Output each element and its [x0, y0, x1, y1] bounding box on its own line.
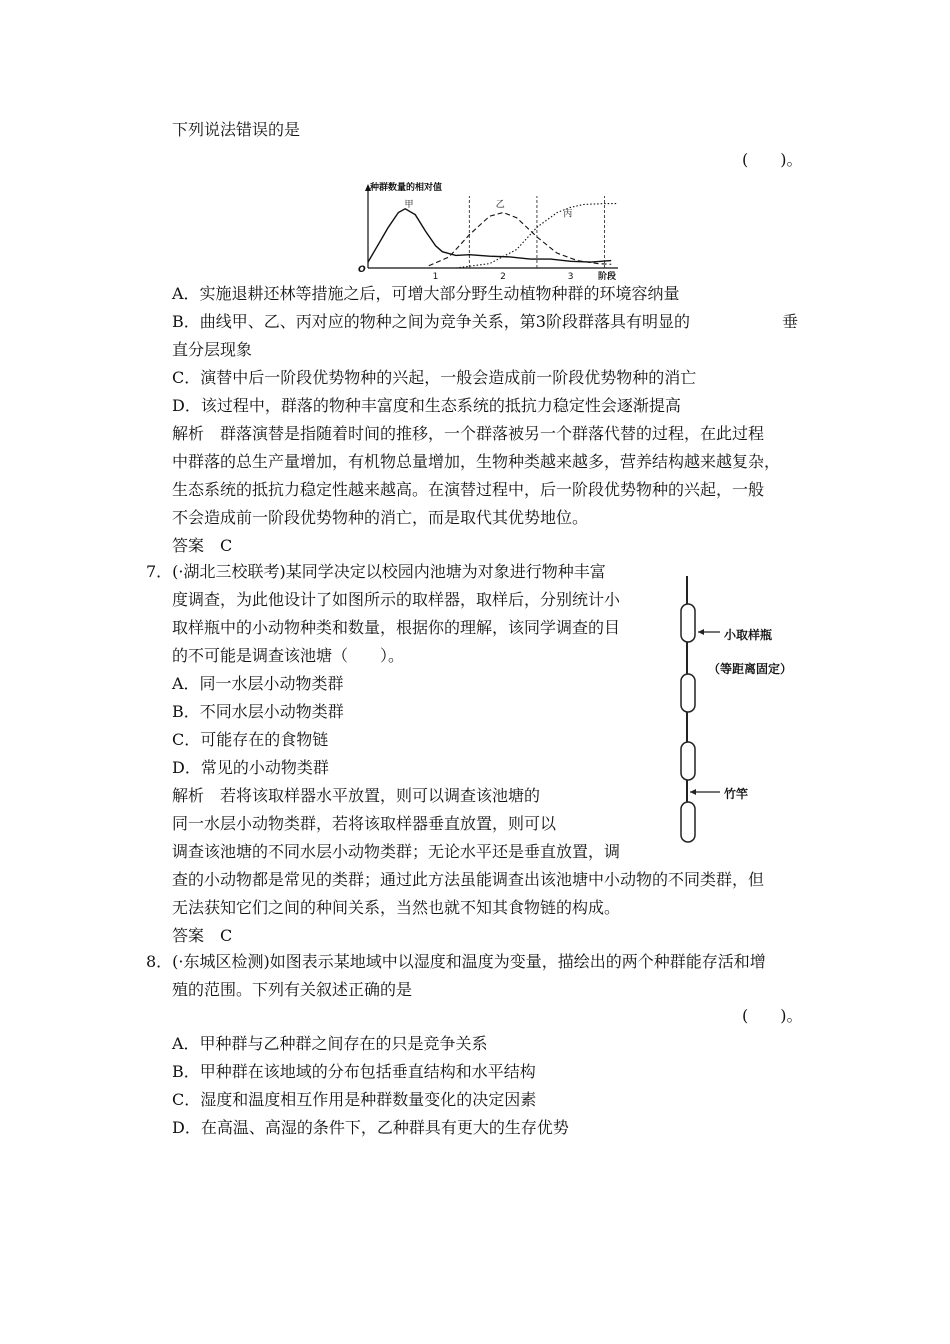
q6-stem-tail: 下列说法错误的是 — [172, 120, 301, 139]
q7-stem-line-3: 取样瓶中的小动物种类和数量，根据你的理解，该同学调查的目 — [172, 618, 621, 637]
q7-stem-line-2: 度调查，为此他设计了如图所示的取样器，取样后，分别统计小 — [172, 590, 621, 609]
q7-option-d: D．常见的小动物类群 — [172, 758, 329, 777]
q6-option-b-tail: 垂 — [782, 312, 799, 331]
series-label: 丙 — [563, 209, 573, 220]
q6-option-a: A．实施退耕还林等措施之后，可增大部分野生动植物种群的环境容纳量 — [172, 284, 680, 303]
succession-chart — [356, 180, 626, 280]
series-label: 甲 — [404, 199, 414, 210]
q6-analysis-line-4: 不会造成前一阶段优势物种的消亡，而是取代其优势地位。 — [172, 508, 589, 527]
pole-label: 竹竿 — [724, 787, 749, 801]
q8-stem-line-2: 殖的范围。下列有关叙述正确的是 — [172, 980, 413, 999]
q6-option-b-cont: 直分层现象 — [172, 340, 253, 359]
spacing-label: （等距离固定） — [708, 662, 793, 676]
x-tick-label: 1 — [432, 272, 439, 282]
q8-option-b: B．甲种群在该地域的分布包括垂直结构和水平结构 — [172, 1062, 536, 1081]
sampling-bottle — [681, 802, 695, 842]
q6-option-c: C．演替中后一阶段优势物种的兴起，一般会造成前一阶段优势物种的消亡 — [172, 368, 697, 387]
q8-option-c: C．湿度和温度相互作用是种群数量变化的决定因素 — [172, 1090, 537, 1109]
q7-analysis-line-3: 调查该池塘的不同水层小动物类群；无论水平还是垂直放置，调 — [172, 842, 621, 861]
q8-option-a: A．甲种群与乙种群之间存在的只是竞争关系 — [172, 1034, 488, 1053]
q7-analysis-line-4: 查的小动物都是常见的类群；通过此方法虽能调查出该池塘中小动物的不同类群，但 — [172, 870, 765, 889]
series-label: 乙 — [495, 199, 505, 210]
series-curve-甲 — [368, 209, 611, 262]
q7-option-a: A．同一水层小动物类群 — [172, 674, 344, 693]
q7-stem-line-4: 的不可能是调查该池塘（ ）。 — [172, 646, 405, 665]
q8-stem-line-1: 8．(·东城区检测)如图表示某地域中以湿度和温度为变量，描绘出的两个种群能存活和增 — [146, 952, 766, 971]
q8-option-d: D．在高温、高湿的条件下，乙种群具有更大的生存优势 — [172, 1118, 569, 1137]
x-axis-label: 阶段 — [598, 272, 617, 282]
q7-answer: 答案 C — [172, 926, 233, 945]
q6-analysis-line-1: 解析 群落演替是指随着时间的推移，一个群落被另一个群落代替的过程，在此过程 — [172, 424, 765, 443]
q6-answer: 答案 C — [172, 536, 233, 555]
q7-option-c: C．可能存在的食物链 — [172, 730, 329, 749]
y-axis-label: 种群数量的相对值 — [370, 183, 443, 193]
q6-answer-paren: ( )。 — [742, 150, 803, 169]
x-tick-label: 2 — [500, 272, 506, 282]
sampler-figure — [670, 576, 810, 846]
sampling-bottle — [681, 674, 695, 712]
x-tick-label: 3 — [567, 272, 574, 282]
q7-analysis-line-5: 无法获知它们之间的种间关系，当然也就不知其食物链的构成。 — [172, 898, 621, 917]
q6-analysis-line-3: 生态系统的抵抗力稳定性越来越高。在演替过程中，后一阶段优势物种的兴起，一般 — [172, 480, 765, 499]
q6-analysis-line-2: 中群落的总生产量增加，有机物总量增加，生物种类越来越多，营养结构越来越复杂， — [172, 452, 781, 471]
q8-answer-paren: ( )。 — [742, 1006, 803, 1025]
sampling-bottle — [681, 604, 695, 642]
q7-analysis-line-2: 同一水层小动物类群，若将该取样器垂直放置，则可以 — [172, 814, 557, 833]
sampling-bottle — [681, 742, 695, 780]
q7-option-b: B．不同水层小动物类群 — [172, 702, 344, 721]
origin-label: O — [358, 265, 366, 275]
q6-option-b: B．曲线甲、乙、丙对应的物种之间为竞争关系，第3阶段群落具有明显的 — [172, 312, 690, 331]
q6-option-d: D．该过程中，群落的物种丰富度和生态系统的抵抗力稳定性会逐渐提高 — [172, 396, 681, 415]
q7-stem-line-1: 7．(·湖北三校联考)某同学决定以校园内池塘为对象进行物种丰富 — [146, 562, 606, 581]
q7-analysis-line-1: 解析 若将该取样器水平放置，则可以调查该池塘的 — [172, 786, 541, 805]
bottle-label: 小取样瓶 — [724, 628, 773, 642]
